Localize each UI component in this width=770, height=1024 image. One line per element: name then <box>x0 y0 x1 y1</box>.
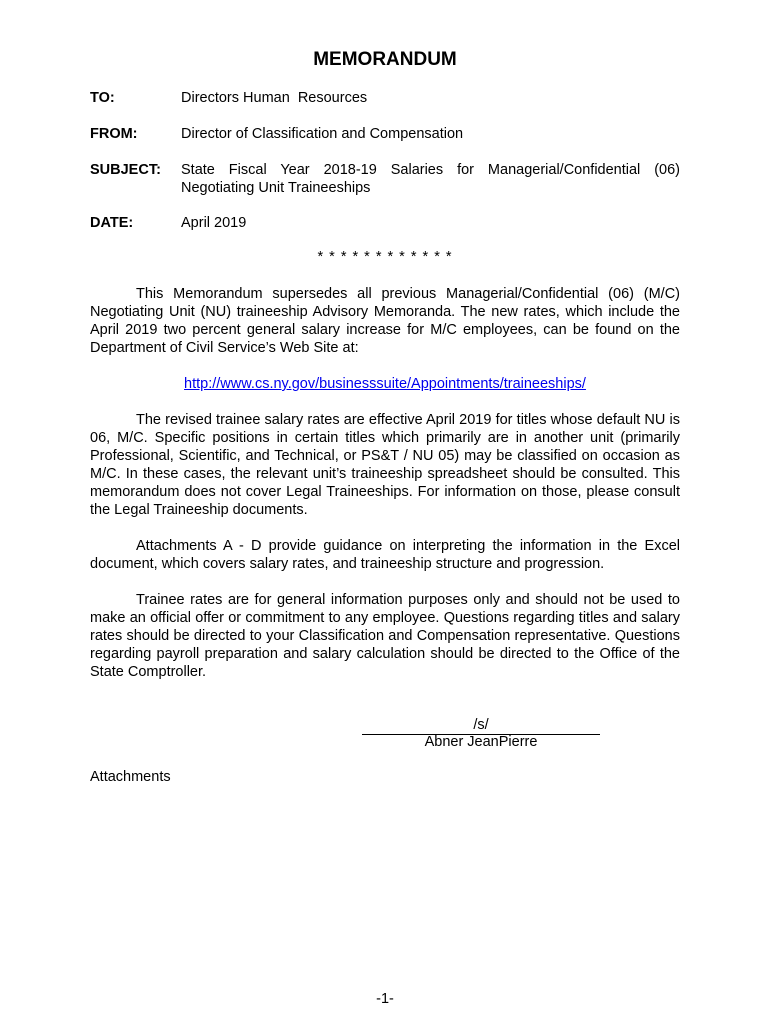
to-value: Directors Human Resources <box>181 90 368 106</box>
paragraph-3: Attachments A - D provide guidance on interpreting the information in the Excel document, which covers salary rates, and traineeship structure and progression. <box>90 538 680 572</box>
to-field <box>90 89 680 107</box>
date-label: DATE: <box>90 215 134 231</box>
date-value: April 2019 <box>181 215 247 231</box>
memo-title: MEMORANDUM <box>313 49 457 70</box>
page-number: -1- <box>376 991 394 1007</box>
paragraph-1: This Memorandum supersedes all previous Managerial/Confidential (06) (M/C) Negotiating Unit (NU) traineeship Advisory Memoranda. The new rates, which include the April 2019 two percent general salary increase for M/C employees, can be found on the Department of Civil Service’s Web Site at: <box>90 286 680 356</box>
from-value: Director of Classification and Compensation <box>181 126 464 142</box>
subject-label: SUBJECT: <box>90 162 161 178</box>
subject-value: State Fiscal Year 2018-19 Salaries for Managerial/Confidential (06) Negotiating Unit Traineeships <box>181 162 680 196</box>
separator: * * * * * * * * * * * * <box>317 249 453 265</box>
to-label: TO: <box>90 90 115 106</box>
from-field <box>90 125 680 143</box>
paragraph-4: Trainee rates are for general information purposes only and should not be used to make an official offer or commitment to any employee. Questions regarding titles and salary rates should be directed to your Classification and Compensation representative. Questions regarding payroll preparation and salary calculation should be directed to the Office of the State Comptroller. <box>90 592 680 680</box>
paragraph-2: The revised trainee salary rates are effective April 2019 for titles whose default NU is 06, M/C. Specific positions in certain titles which primarily are in another unit (primarily Professional, Scientific, and Technical, or PS&T / NU 05) may be classified on occasion as M/C. In these cases, the relevant unit’s traineeship spreadsheet should be consulted. This memorandum does not cover Legal Traineeships. For information on those, please consult the Legal Traineeship documents. <box>90 412 680 518</box>
signatory-name: Abner JeanPierre <box>424 734 538 750</box>
signature-line: /s/ <box>362 716 600 735</box>
date-field <box>90 214 680 232</box>
subject-field <box>90 161 680 197</box>
attachments-label: Attachments <box>90 769 171 785</box>
traineeships-link[interactable]: http://www.cs.ny.gov/businesssuite/Appointments/traineeships/ <box>184 376 586 392</box>
from-label: FROM: <box>90 126 138 142</box>
